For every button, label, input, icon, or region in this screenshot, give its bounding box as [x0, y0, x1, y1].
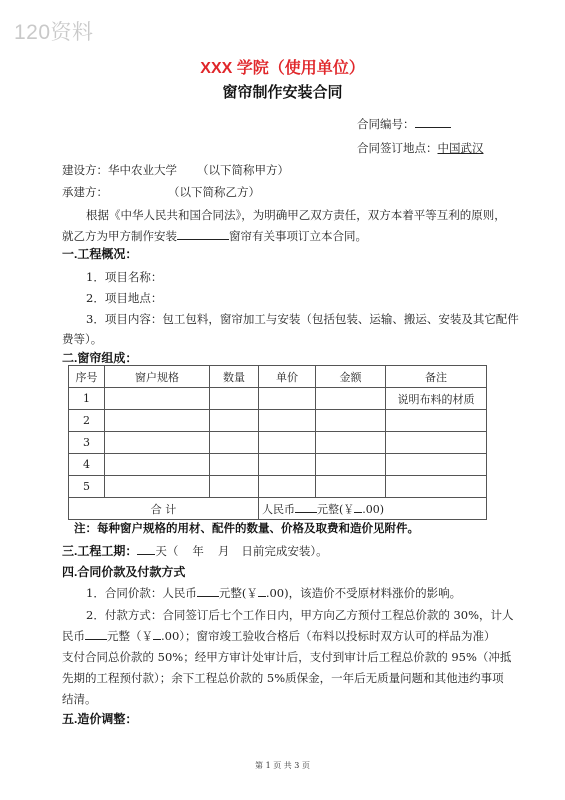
- table-cell: [210, 476, 259, 498]
- payment-line-2-a: 民币: [62, 629, 85, 643]
- section-5-heading: 五.造价调整：: [62, 712, 138, 726]
- section-2-heading: 二.窗帘组成：: [62, 351, 138, 365]
- payment-line-2: [62, 628, 496, 644]
- section-4-heading: 四.合同价款及付款方式: [62, 565, 186, 579]
- table-cell: 2: [69, 410, 105, 432]
- contract-price-label: 1．合同价款：人民币: [86, 586, 197, 600]
- party-b-row: [62, 184, 260, 200]
- contract-number-blank: [415, 117, 451, 128]
- header-cell: 窗户规格: [105, 366, 210, 388]
- table-cell: [259, 454, 316, 476]
- page-footer: 第 1 页 共 3 页: [255, 761, 310, 770]
- table-total-row: [69, 498, 487, 520]
- signing-place-row: [357, 140, 484, 156]
- contract-title: 窗帘制作安装合同: [222, 84, 343, 101]
- contract-number-label: 合同编号：: [357, 117, 415, 131]
- table-cell: [316, 432, 386, 454]
- header-cell: 金额: [316, 366, 386, 388]
- intro-line-1: 根据《中华人民共和国合同法》，为明确甲乙双方责任，双方本着平等互利的原则，: [86, 208, 506, 222]
- period-days: 天（: [155, 544, 179, 558]
- table-cell: [105, 410, 210, 432]
- contract-price-unit: 元整(￥: [218, 586, 258, 600]
- table-cell: 1: [69, 388, 105, 410]
- period-year: 年: [192, 544, 204, 558]
- table-row: [69, 476, 487, 498]
- table-cell: [105, 432, 210, 454]
- payment-line-2-c: .00）；窗帘竣工验收合格后（布料以投标时双方认可的样品为准）: [161, 629, 496, 643]
- intro-line-2: [62, 228, 367, 244]
- table-cell: [210, 432, 259, 454]
- prepay-blank: [85, 629, 107, 640]
- table-note: 注：每种窗户规格的用材、配件的数量、价格及取费和造价见附件。: [74, 523, 419, 535]
- project-location: 2．项目地点：: [86, 291, 163, 305]
- curtain-table: [68, 365, 487, 520]
- table-cell: [316, 454, 386, 476]
- intro-blank: [177, 229, 229, 240]
- table-cell: [316, 410, 386, 432]
- contract-number-row: [357, 116, 451, 132]
- payment-line-1: 2．付款方式：合同签订后七个工作日内，甲方向乙方预付工程总价款的 30%，计人: [86, 608, 514, 622]
- party-b-note: （以下简称乙方）: [168, 185, 260, 199]
- table-cell: 说明布料的材质: [386, 388, 487, 410]
- table-row: [69, 388, 487, 410]
- table-cell: [386, 432, 487, 454]
- header-cell: 数量: [210, 366, 259, 388]
- payment-line-2-b: 元整（￥: [107, 629, 153, 643]
- table-cell: [210, 454, 259, 476]
- watermark: 120资料: [14, 21, 94, 44]
- party-a-name: 华中农业大学: [108, 163, 177, 177]
- section-3-row: [62, 542, 328, 559]
- project-content-line-2: 费等）。: [62, 332, 103, 346]
- period-day: 日前完成安装）。: [241, 544, 328, 558]
- contract-price-row: [86, 585, 461, 601]
- table-cell: [259, 410, 316, 432]
- payment-line-5: 结清。: [62, 692, 97, 706]
- contract-price-note: .00)，该造价不受原材料涨价的影响。: [265, 586, 462, 600]
- total-cents: .00): [362, 502, 385, 516]
- table-cell: [386, 454, 487, 476]
- table-cell: [259, 476, 316, 498]
- signing-place-value: 中国武汉: [437, 141, 484, 155]
- table-cell: [386, 410, 487, 432]
- intro-line-2-a: 就乙方为甲方制作安装: [62, 229, 177, 243]
- contract-price-yuan-blank: [258, 586, 266, 597]
- table-cell: [210, 410, 259, 432]
- period-month: 月: [217, 544, 230, 558]
- total-unit: 元整(￥: [317, 502, 355, 516]
- table-cell: [316, 476, 386, 498]
- table-cell: 4: [69, 454, 105, 476]
- party-a-label: 建设方：: [62, 163, 108, 177]
- header-cell: 备注: [386, 366, 487, 388]
- table-cell: [316, 388, 386, 410]
- days-blank: [137, 544, 155, 555]
- signing-place-label: 合同签订地点：: [357, 141, 438, 155]
- table-cell: [259, 432, 316, 454]
- table-cell: [210, 388, 259, 410]
- header-cell: 序号: [69, 366, 105, 388]
- party-a-note: （以下简称甲方）: [197, 163, 289, 177]
- total-label-cell: 合 计: [69, 498, 259, 520]
- table-cell: [386, 476, 487, 498]
- section-1-heading: 一.工程概况：: [62, 247, 138, 261]
- table-cell: [105, 476, 210, 498]
- party-a-row: [62, 162, 289, 178]
- total-blank: [295, 502, 317, 513]
- intro-line-2-b: 窗帘有关事项订立本合同。: [229, 229, 367, 243]
- table-cell: [259, 388, 316, 410]
- project-name: 1．项目名称：: [86, 270, 163, 284]
- payment-line-4: 先期的工程预付款）；余下工程总价款的 5%质保金，一年后无质量问题和其他违约事项: [62, 671, 504, 685]
- payment-line-3: 支付合同总价款的 50%；经甲方审计处审计后，支付到审计后工程总价款的 95%（冲抵: [62, 650, 512, 664]
- section-3-heading: 三.工程工期：: [62, 544, 138, 558]
- table-row: [69, 454, 487, 476]
- prepay-yuan-blank: [153, 629, 161, 640]
- total-currency: 人民币: [262, 502, 295, 516]
- institution-title: XXX 学院（使用单位）: [200, 60, 365, 77]
- project-content-line-1: 3．项目内容：包工包料，窗帘加工与安装（包括包装、运输、搬运、安装及其它配件: [86, 312, 519, 326]
- party-b-label: 承建方：: [62, 185, 108, 199]
- table-row: [69, 432, 487, 454]
- total-amount-cell: [259, 498, 487, 520]
- header-cell: 单价: [259, 366, 316, 388]
- table-cell: [105, 388, 210, 410]
- table-cell: 5: [69, 476, 105, 498]
- table-cell: 3: [69, 432, 105, 454]
- contract-price-blank: [197, 586, 219, 597]
- table-header-row: [69, 366, 487, 388]
- table-row: [69, 410, 487, 432]
- table-cell: [105, 454, 210, 476]
